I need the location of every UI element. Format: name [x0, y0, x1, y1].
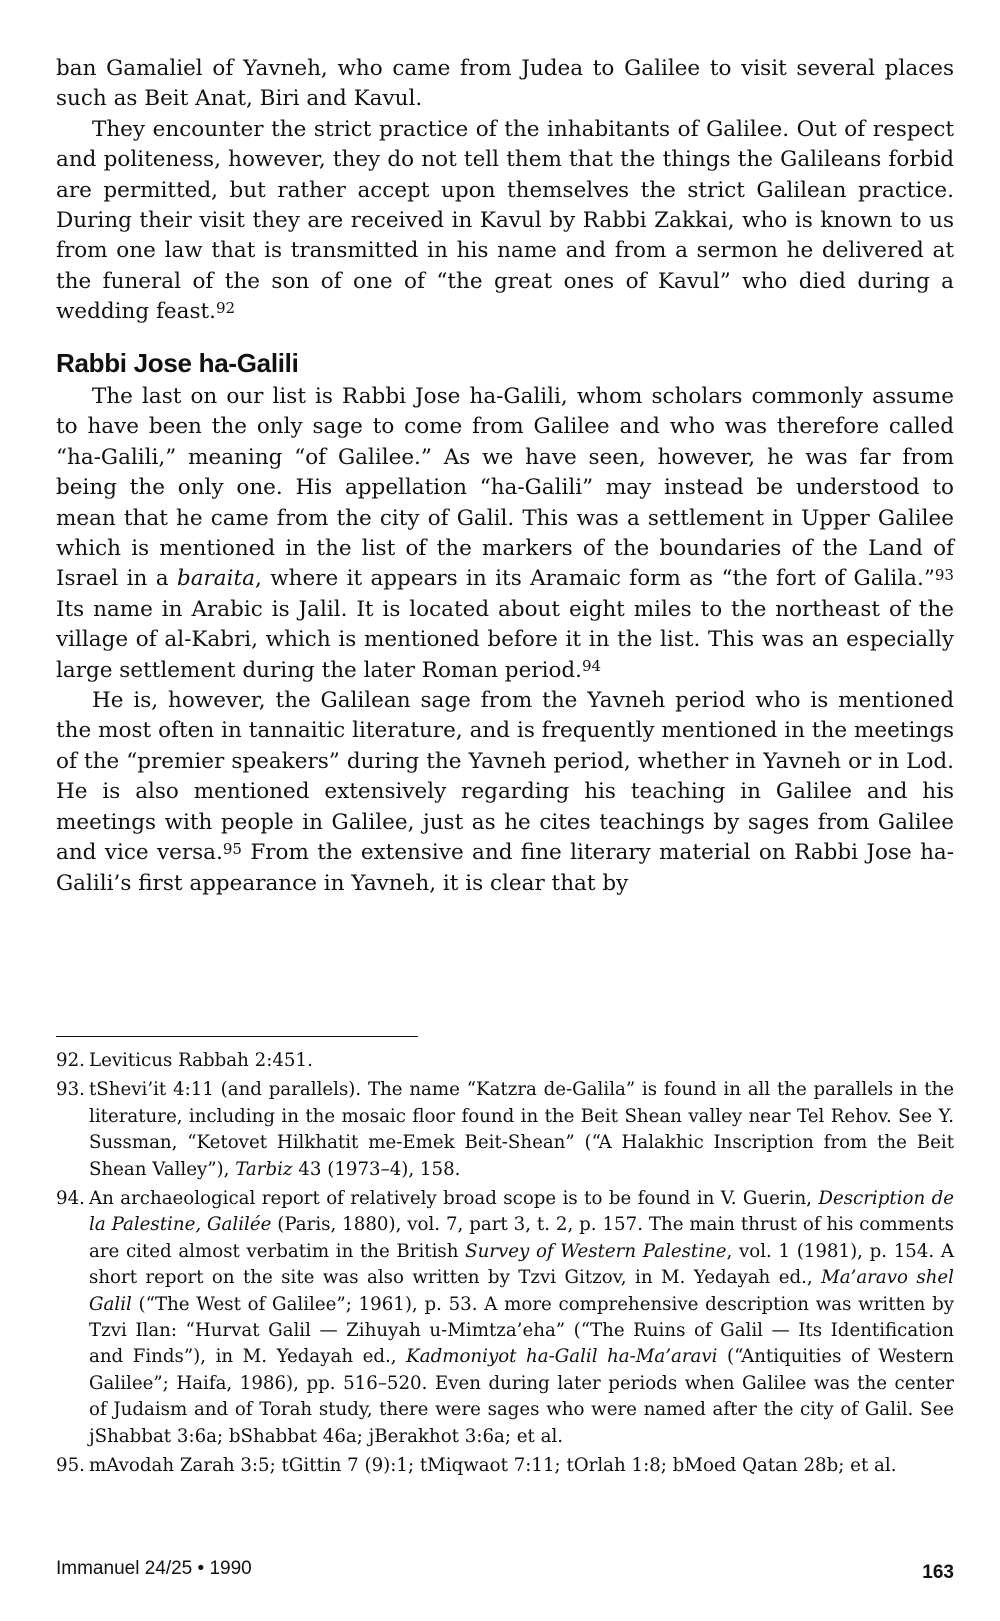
journal-citation: Immanuel 24/25 • 1990 — [56, 1558, 252, 1579]
footnote-number: 95. — [56, 1455, 85, 1477]
section-text-block — [56, 382, 954, 899]
footnote-ref-94[interactable]: 94 — [581, 657, 602, 676]
footnote-92 — [56, 1048, 954, 1074]
footnote-text: mAvodah Zarah 3:5; tGittin 7 (9):1; tMiqwaot 7:11; tOrlah 1:8; bMoed Qatan 28b; et al. — [89, 1455, 897, 1477]
footnote-text: Leviticus Rabbah 2:451. — [89, 1050, 313, 1071]
footnotes — [56, 1048, 954, 1483]
footnote-number: 93. — [56, 1079, 85, 1101]
footnote-text: An archaeological report of relatively broad scope is to be found in V. Guerin, Description de la Palestine, Galilée (Paris, 1880), vol. 7, part 3, t. 2, p. 157. The main thrust of his comments are cited almost verbatim in the British Survey of Western Palestine, vol. 1 (1981), p. 154. A short report on the site was also written by Tzvi Gitzov, in M. Yedayah ed., Ma’aravo shel Galil (“The West of Galilee”; 1961), p. 53. A more comprehensive description was written by Tzvi Ilan: “Hurvat Galil — Zihuyah u-Mimtza’eha” (“The Ruins of Galil — Its Identification and Finds”), in M. Yedayah ed., Kadmoniyot ha-Galil ha-Ma’aravi (“Antiquities of Western Galilee”; Haifa, 1986), pp. 516–520. Even during later periods when Galilee was the center of Judaism and of Torah study, there were sages who were named after the city of Galil. See jShabbat 3:6a; bShabbat 46a; jBerakhot 3:6a; et al. — [89, 1188, 954, 1447]
section-heading: Rabbi Jose ha-Galili — [56, 348, 299, 378]
footnote-93 — [56, 1077, 954, 1183]
italic-term: baraita — [176, 566, 255, 592]
footnote-95 — [56, 1453, 954, 1479]
footnote-ref-92[interactable]: 92 — [215, 298, 236, 317]
page-number: 163 — [922, 1562, 954, 1583]
top-text-block — [56, 54, 954, 328]
footnote-number: 94. — [56, 1188, 85, 1210]
footnote-divider — [56, 1036, 418, 1037]
footnote-number: 92. — [56, 1050, 85, 1071]
paragraph-last-on-list: The last on our list is Rabbi Jose ha-Galili, whom scholars commonly assume to have been the only sage to come from Galilee and who was therefore called “ha-Galili,” meaning “of Galilee.” As we have seen, however, he was far from being the only one. His appellation “ha-Galili” may instead be understood to mean that he came from the city of Galil. This was a settlement in Upper Galilee which is mentioned in the list of the markers of the boundaries of the Land of Israel in a baraita, where it appears in its Aramaic form as “the fort of Galila.”$^{93}$ Its name in Arabic is Jalil. It is located about eight miles to the northeast of the village of al-Kabri, which is mentioned before it in the list. This was an especially large settlement during the later Roman period.$^{94}$ — [56, 384, 954, 683]
footnote-ref-95[interactable]: 95 — [222, 839, 242, 858]
paragraph-galilean-sage: He is, however, the Galilean sage from the Yavneh period who is mentioned the most often in tannaitic literature, and is frequently mentioned in the meetings of the “premier speakers” during the Yavneh period, whether in Yavneh or in Lod. He is also mentioned extensively regarding his teaching in Galilee and his meetings with people in Galilee, just as he cites teachings by sages from Galilee and vice versa.$^{95}$ From the extensive and fine literary material on Rabbi Jose ha-Galili’s first appearance in Yavneh, it is clear that by — [56, 688, 955, 896]
footnote-text: tShevi’it 4:11 (and parallels). The name “Katzra de-Galila” is found in all the parallels in the literature, including in the mosaic floor found in the Beit Shean valley near Tel Rehov. See Y. Sussman, “Ketovet Hilkhatit me-Emek Beit-Shean” (“A Halakhic Inscription from the Beit Shean Valley”), Tarbiz 43 (1973–4), 158. — [89, 1079, 954, 1180]
paragraph-strict-practice: They encounter the strict practice of the inhabitants of Galilee. Out of respect and politeness, however, they do not tell them that the things the Galileans forbid are permitted, but rather accept upon themselves the strict Galilean practice. During their visit they are received in Kavul by Rabbi Zakkai, who is known to us from one law that is transmitted in his name and from a sermon he delivered at the funeral of the son of one of “the great ones of Kavul” who died during a wedding feast.$^{92}$ — [56, 116, 954, 325]
footnote-ref-93[interactable]: 93 — [934, 566, 954, 585]
footnote-94 — [56, 1186, 954, 1450]
paragraph-continuation: ban Gamaliel of Yavneh, who came from Judea to Galilee to visit several places such as Beit Anat, Biri and Kavul. — [56, 56, 954, 112]
